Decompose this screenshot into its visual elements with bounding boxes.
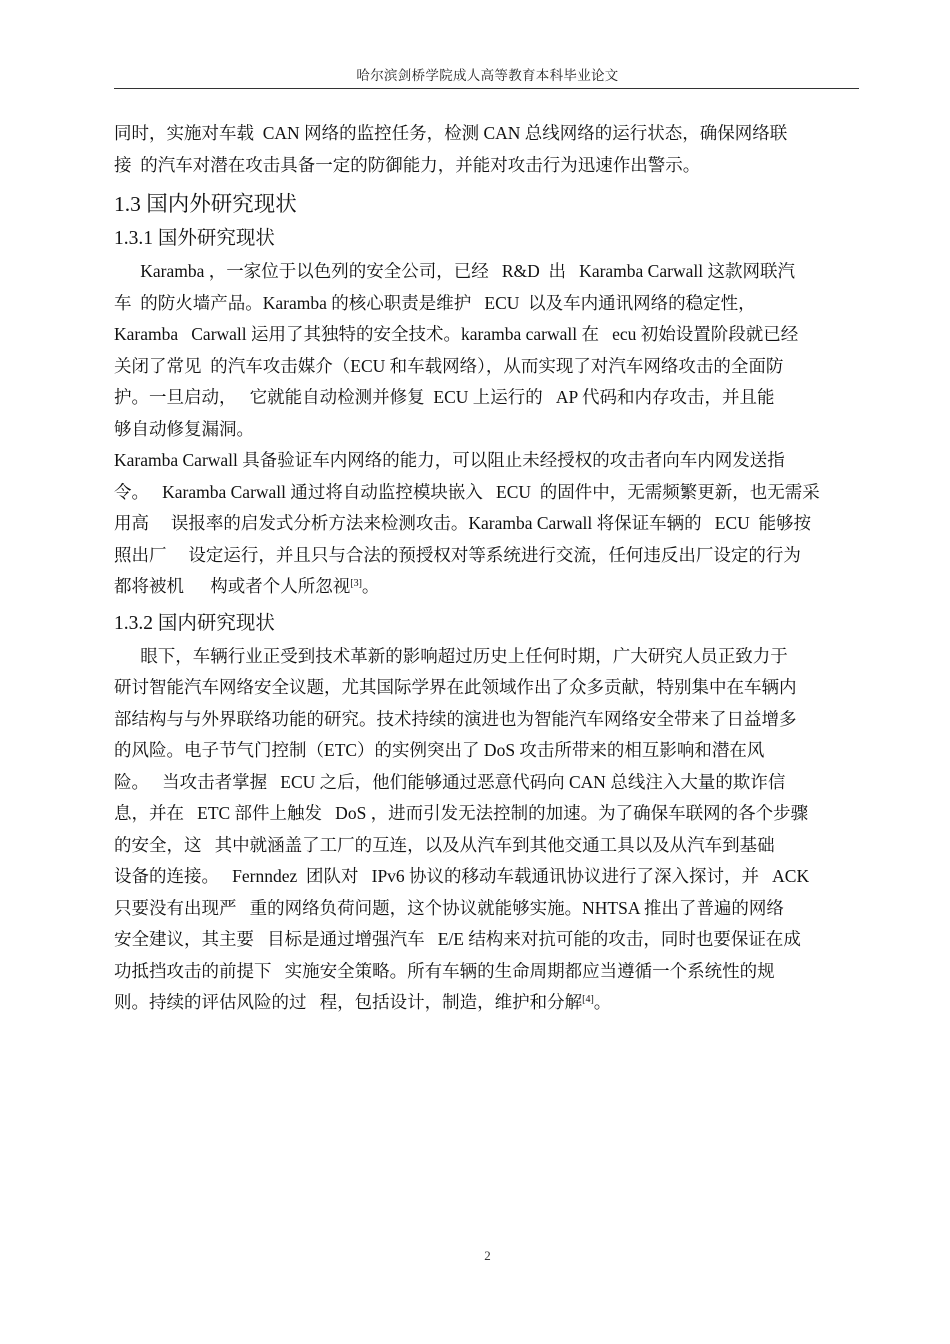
text-line: 接 的汽车对潜在攻击具备一定的防御能力，并能对攻击行为迅速作出警示。 — [114, 154, 701, 175]
section-heading-1-3-1: 1.3.1 国外研究现状 — [114, 228, 275, 249]
text-line: 功抵挡攻击的前提下 实施安全策略。所有车辆的生命周期都应当遵循一个系统性的规 — [114, 960, 775, 981]
document-body — [114, 118, 874, 1019]
running-header: 哈尔滨剑桥学院成人高等教育本科毕业论文 — [356, 68, 619, 83]
end-mark: 。 — [593, 992, 612, 1012]
citation-ref: [3] — [350, 578, 362, 589]
text-line: 眼下，车辆行业正受到技术革新的影响超过历史上任何时期，广大研究人员正致力于 — [114, 645, 788, 666]
text-line: 的风险。电子节气门控制（ETC）的实例突出了 DoS 攻击所带来的相互影响和潜在风 — [114, 740, 765, 760]
section-heading-1-3-2: 1.3.2 国内研究现状 — [114, 612, 275, 634]
text-line: 只要没有出现严 重的网络负荷问题，这个协议就能够实施。NHTSA 推出了普遍的网络 — [114, 897, 784, 918]
text-line: 够自动修复漏洞。 — [114, 418, 254, 439]
text-line: 车 的防火墙产品。Karamba 的核心职责是维护 ECU 以及车内通讯网络的稳定性， — [114, 292, 756, 313]
text-line: 险。 当攻击者掌握 ECU 之后，他们能够通过恶意代码向 CAN 总线注入大量的欺诈信 — [114, 771, 786, 792]
text-line: 安全建议，其主要 目标是通过增强汽车 E/E 结构来对抗可能的攻击，同时也要保证在成 — [114, 929, 801, 949]
text-line: Karamba Carwall 具备验证车内网络的能力，可以阻止未经授权的攻击者向车内网发送指 — [114, 450, 785, 470]
text-line: Karamba Carwall 运用了其独特的安全技术。karamba carwall 在 ecu 初始设置阶段就已经 — [114, 324, 799, 344]
page-number: 2 — [484, 1248, 491, 1263]
text-line — [114, 571, 874, 603]
text-line: Karamba ，一家位于以色列的安全公司，已经 R&D 出 Karamba Carwall 这款网联汽 — [114, 261, 795, 281]
end-mark: 。 — [361, 576, 380, 596]
text-line: 研讨智能汽车网络安全议题，尤其国际学界在此领域作出了众多贡献，特别集中在车辆内 — [114, 677, 797, 697]
citation-ref: [4] — [582, 994, 594, 1005]
text-line: 令。 Karamba Carwall 通过将自动监控模块嵌入 ECU 的固件中，无需频繁更新，也无需采 — [114, 481, 820, 502]
domestic-research-paragraph — [114, 641, 874, 1019]
text-line — [114, 987, 874, 1019]
line-text: 则。持续的评估风险的过 程，包括设计，制造，维护和分解 — [114, 992, 583, 1012]
intro-paragraph — [114, 118, 874, 181]
text-line: 护。一旦启动， 它就能自动检测并修复 ECU 上运行的 AP 代码和内存攻击，并且能 — [114, 387, 775, 407]
text-line: 同时，实施对车载 CAN 网络的监控任务，检测 CAN 总线网络的运行状态，确保网络联 — [114, 123, 788, 143]
section-heading-1-3: 1.3 国内外研究现状 — [114, 192, 297, 216]
text-line: 设备的连接。 Fernndez 团队对 IPv6 协议的移动车载通讯协议进行了深入探讨，并 ACK — [114, 866, 810, 886]
text-line: 用高 误报率的启发式分析方法来检测攻击。Karamba Carwall 将保证车辆的 ECU 能够按 — [114, 513, 812, 533]
header-divider — [114, 88, 859, 89]
line-text: 都将被机 构或者个人所忽视 — [114, 576, 351, 596]
text-line: 照出厂 设定运行，并且只与合法的预授权对等系统进行交流，任何违反出厂设定的行为 — [114, 544, 801, 565]
text-line: 部结构与与外界联络功能的研究。技术持续的演进也为智能汽车网络安全带来了日益增多 — [114, 708, 797, 729]
foreign-research-paragraph-2 — [114, 445, 874, 603]
text-line: 关闭了常见 的汽车攻击媒介（ECU 和车载网络），从而实现了对汽车网络攻击的全面防 — [114, 355, 784, 376]
text-line: 息，并在 ETC 部件上触发 DoS ，进而引发无法控制的加速。为了确保车联网的各个步骤 — [114, 803, 809, 823]
text-line: 的安全，这 其中就涵盖了工厂的互连，以及从汽车到其他交通工具以及从汽车到基础 — [114, 834, 775, 855]
foreign-research-paragraph-1 — [114, 256, 874, 445]
